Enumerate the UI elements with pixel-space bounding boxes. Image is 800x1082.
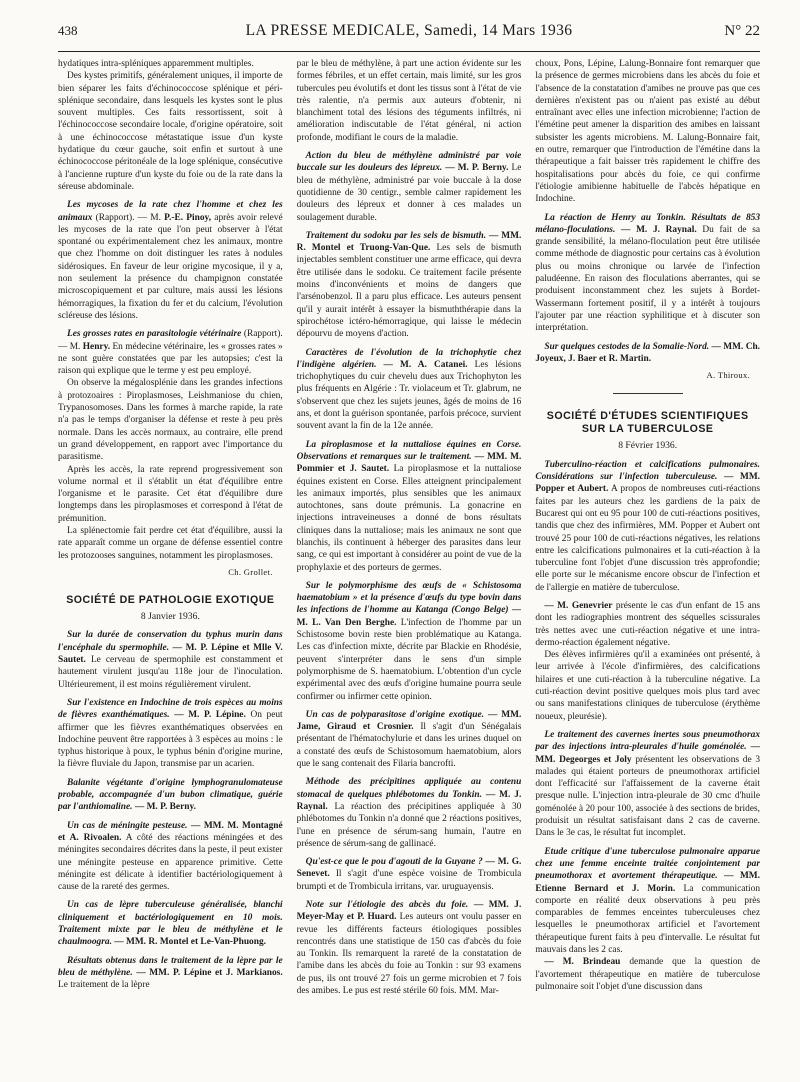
paragraph: Des kystes primitifs, généralement uniques, il importe de bien séparer les faits d'échinococcose splénique et péri-splénique secondaire, dans lesquels les kystes sont le plus souvent multiples. Ces faits ressortissent, soit à l'échinococcose secondaire locale, d'origine opératoire, soit à une échinococcose métastatique issue d'un kyste hydatique du cœur gauche, soit enfin et surtout à une échinococcose péritonéale de la loge splénique, consécutive à l'ancienne rupture d'un kyste du foie ou de la rate dans la séreuse abdominale. xyxy=(58,71,283,192)
paragraph: hydatiques intra-spléniques apparemment multiples. xyxy=(58,59,254,69)
paragraph: La splénectomie fait perdre cet état d'équilibre, aussi la rate apparaît comme un organe de défense essentiel contre les protozooses sanguines, notamment les piroplasmoses. xyxy=(58,525,283,561)
signature: A. Thiroux. xyxy=(706,370,751,381)
abstract: Caractères de l'évolution de la trichophytie chez l'indigène algérien. — M. A. Catanei. Les lésions trichophytiques du cuir chevelu dues aux Trichophyton les plus fréquents en Algérie : Tr. violaceum et Tr. glabrum, ne s'observent que chez les sujets jeunes, âgés de moins de 16 ans, et dont la guérison spontanée, parfois précoce, survient souvent avant la fin de la 12e année. xyxy=(296,347,522,432)
abstract: Sur quelques cestodes de la Somalie-Nord. — MM. Ch. Joyeux, J. Baer et R. Martin. xyxy=(535,341,760,364)
abstract: Qu'est-ce que le pou d'agouti de la Guyane ? — M. G. Senevet. Il s'agit d'une espèce voisine de Trombicula brumpti et de Trombicula irritans, var. uruguayensis. xyxy=(296,857,522,892)
paragraph: On observe la mégalosplénie dans les grandes infections à protozoaires : Piroplasmoses, Leishmaniose du chien, Trypanosomoses. Dans les formes à marche rapide, la rate n'a pas le temps d'organiser la défense et reste à peu près normale. Dans les accès normaux, au contraire, elle prend un grand développement, en rapport avec l'importance du parasitisme. xyxy=(58,378,283,463)
abstract: — M. Genevrier présente le cas d'un enfant de 15 ans dont les radiographies montrent des séquelles scissurales très nettes avec une cuti-réaction négative et une intra-dermo-réaction également négative. xyxy=(535,600,760,648)
page-header xyxy=(58,22,760,52)
abstract: La piroplasmose et la nuttaliose équines en Corse. Observations et remarques sur le traitement. — MM. M. Pommier et J. Sautet. La piroplasmose et la nuttaliose équines existent en Corse. Elles atteignent principalement les animaux importés, plus sensibles que les animaux autochtones, sans doute prémunis. La gonacrine en injections intraveineuses a donné de bons résultats cliniques dans la nuttaliose; mais les animaux ne sont que blanchis, ils continuent à héberger des parasites dans leur sang, ce qui est important à considérer au point de vue de la prophylaxie et des porteurs de germes. xyxy=(296,439,522,573)
abstract: Etude critique d'une tuberculose pulmonaire apparue chez une femme enceinte traitée conjointement par pneumothorax et avortement thérapeutique. — MM. Etienne Bernard et J. Morin. La communication comporte en réalité deux observations à peu près comparables de femmes enceintes tuberculeuses chez lesquelles le pneumothorax artificiel et l'avortement thérapeutique furent faits à peu d'intervalle. Le résultat fut mauvais dans les 2 cas. xyxy=(535,846,760,955)
abstract: Un cas de lèpre tuberculeuse généralisée, blanchi cliniquement et bactériologiquement en 10 mois. Traitement mixte par le bleu de méthylène et le chaulmoogra. — MM. R. Montel et Le-Van-Phuong. xyxy=(58,900,283,948)
abstract: Balanite végétante d'origine lymphogranulomateuse probable, accompagnée d'un bubon climatique, guérie par l'anthiomaline. — M. P. Berny. xyxy=(58,777,283,813)
article-columns xyxy=(58,58,760,1068)
issue-number: N° 22 xyxy=(724,23,760,39)
abstract-grosses-rates: Les grosses rates en parasitologie vétérinaire (Rapport). — M. Henry. En médecine vétérinaire, les « grosses rates » ne sont guère constatées que par les autopsies; c'est la raison qui explique que le terme y est peu employé. xyxy=(58,329,283,377)
section-heading: SOCIÉTÉ D'ÉTUDES SCIENTIFIQUES SUR LA TUBERCULOSE xyxy=(546,410,749,436)
column-3 xyxy=(535,58,760,1068)
abstract: Résultats obtenus dans le traitement de la lèpre par le bleu de méthylène. — MM. P. Lépine et J. Markianos. Le traitement de la lèpre xyxy=(58,955,283,991)
abstract: Un cas de méningite pesteuse. — MM. M. Montagné et A. Rivoalen. A côté des réactions méningées et des méningites secondaires décrites dans la peste, il peut exister une méningite pesteuse en apparence primitive. Cette méningite est délicate à identifier bactériologiquement à cause de la rareté des germes. xyxy=(58,820,283,893)
abstract: Action du bleu de méthylène administré par voie buccale sur les douleurs des lépreux. — M. P. Berny. Le bleu de méthylène, administré par voie buccale à la dose quotidienne de 30 centigr., semble calmer rapidement les douleurs des lépreux et donner à ces malades un soulagement durable. xyxy=(296,151,522,223)
abstract-mycoses: Les mycoses de la rate chez l'homme et chez les animaux (Rapport). — M. P.-E. Pinoy, après avoir relevé les mycoses de la rate que l'on peut observer à l'état spontané ou expérimentalement chez les animaux, montre que chez l'homme on doit distinguer les rates à nodules sidérosiques. En faveur de leur origine mycosique, il y a, non seulement la présence du champignon constatée microscopiquement et par culture, mais aussi les lésions hémorragiques, la fixation du fer et du calcium, l'évolution scléreuse des lésions. xyxy=(58,200,283,321)
abstract: Traitement du sodoku par les sels de bismuth. — MM. R. Montel et Truong-Van-Que. Les sels de bismuth injectables semblent constituer une arme efficace, qui devra être utilisée dans le sodoku. Ce traitement facile présente moins d'inconvénients et moins de dangers que l'arsénobenzol. Il a paru plus efficace. Les auteurs pensent qu'il y aurait intérêt à essayer la bismuththérapie dans la spirochétose ictéro-hémorragique, qui laisse le médecin dépourvu de moyens d'action. xyxy=(296,230,522,340)
section-divider xyxy=(613,393,683,394)
abstract: Sur le polymorphisme des œufs de « Schistosoma haematobium » et la présence d'œufs du type bovin dans les infections de l'homme au Katanga (Congo Belge) — M. L. Van Den Berghe. L'infection de l'homme par un Schistosome bovin reste bien problématique au Katanga. Les cas d'infection mixte, décrite par Blackie en Rhodésie, peuvent s'interpréter dans le sens d'un simple polymorphisme de S. haematobium. L'obtention d'un cycle expérimental avec des œufs d'origine humaine pourra seule confirmer ou infirmer cette opinion. xyxy=(296,580,522,702)
abstract: Sur la durée de conservation du typhus murin dans l'encéphale du spermophile. — M. P. Lépine et Mlle V. Sautet. Le cerveau de spermophile est constamment et hautement virulent jusqu'au 118e jour de l'inoculation. Ultérieurement, il est moins régulièrement virulent. xyxy=(58,630,283,690)
paragraph: par le bleu de méthylène, à part une action évidente sur les formes fébriles, et un effet certain, mais limité, sur les gros tubercules peu évolutifs et dont les tissus sont à l'état de vie très ralentie, n'a permis aux auteurs d'obtenir, ni blanchiment total des lésions des téguments infiltrés, ni amélioration indiscutable de l'état général, ni action profonde, modifiant le cours de la maladie. xyxy=(296,59,522,143)
section-date: 8 Janvier 1936. xyxy=(140,611,200,623)
section-heading: SOCIÉTÉ DE PATHOLOGIE EXOTIQUE xyxy=(66,594,275,607)
column-2 xyxy=(297,58,522,1068)
signature: Ch. Grollet. xyxy=(228,566,273,577)
abstract: Sur l'existence en Indochine de trois espèces au moins de fièvres exanthématiques. — M. P. Lépine. On peut affirmer que les fièvres exanthématiques observées en Indochine peuvent être rapportées à 3 espèces au moins : le typhus historique à poux, le typhus bénin d'origine murine, la fièvre fluviale du Japon, transmise par un acarien. xyxy=(58,697,283,770)
paragraph: Après les accès, la rate reprend progressivement son volume normal et il s'établit un état d'équilibre entre l'organisme et le parasite. Cet état d'équilibre dure longtemps dans les piroplasmoses et correspond à l'état de prémunition. xyxy=(58,464,283,524)
page-number: 438 xyxy=(58,23,78,38)
abstract: Tuberculino-réaction et calcifications pulmonaires. Considérations sur l'infection tuberculeuse. — MM. Popper et Aubert. A propos de nombreuses cuti-réactions faites par les auteurs chez les gardiens de la paix de Bucarest qui ont eu 95 pour 100 de cuti-réactions positives, tandis que chez des infirmières, MM. Popper et Aubert ont trouvé 25 pour 100 de cuti-réactions négatives, les relations entre les calcifications pulmonaires et la cuti-réaction à la tuberculine font l'objet d'une discussion très approfondie; elle porte sur le mécanisme encore obscur de l'infection et de l'allergie en matière de tuberculose. xyxy=(535,459,760,593)
abstract: Note sur l'étiologie des abcès du foie. — MM. J. Meyer-May et P. Huard. Les auteurs ont voulu passer en revue les différents facteurs étiologiques possibles rencontrés dans une statistique de 150 cas d'abcès du foie au Tonkin. Ils remarquent la rareté de la constatation de l'amibe dans les abcès du foie au Tonkin : sur 93 examens de pus, ils ont trouvé 27 fois un germe microbien et 7 fois des amibes. Le pus est resté stérile 60 fois. MM. Mar- xyxy=(296,900,522,997)
abstract: Un cas de polyparasitose d'origine exotique. — MM. Jame, Giraud et Crosnier. Il s'agit d'un Sénégalais présentant de l'hématochylurie et dans les urines duquel on a constaté des œufs de Schistosomum haematobium, alors que le sang contenait des Filaria bancrofti. xyxy=(296,709,522,770)
abstract: Méthode des précipitines appliquée au contenu stomacal de quelques phlébotomes du Tonkin. — M. J. Raynal. La réaction des précipitines appliquée à 30 phlébotomes du Tonkin n'a donné que 2 réactions positives, l'une en présence de sérum-sang humain, l'autre en présence de sérum-sang de gallinacé. xyxy=(296,777,522,849)
section-date: 8 Février 1936. xyxy=(618,440,678,452)
paragraph: choux, Pons, Lépine, Lalung-Bonnaire font remarquer que la présence de germes microbiens dans les abcès du foie et l'absence de la constatation d'amibes ne prouve pas que ces dernières n'existent pas ou n'aient pas existé au début entraînant avec elles une infection microbienne; l'action de l'émétine peut amener la disparition des amibes en laissant subsister les agents microbiens. M. Lalung-Bonnaire fait, en outre, remarquer que l'introduction de l'émétine dans la thérapeutique a fait baisser très rapidement le chiffre des hospitalisations pour abcès du foie, ce qui confirme l'étiologie amibienne habituelle de l'abcès hépatique en Indochine. xyxy=(535,59,760,205)
column-1 xyxy=(58,58,283,1068)
abstract: — M. Brindeau demande que la question de l'avortement thérapeutique en matière de tuberculose pulmonaire soit l'objet d'une discussion dans xyxy=(535,957,760,992)
abstract: La réaction de Henry au Tonkin. Résultats de 853 mélano-floculations. — M. J. Raynal. Du fait de sa grande sensibilité, la mélano-floculation peut être utilisée comme méthode de diagnostic pour certains cas à évolution plus ou moins chronique ou larvée de l'infection paludéenne. En raison des floculations aberrantes, qui se produisent inconstamment chez les sujets à Bordet-Wassermann fortement positif, il y a intérêt à toujours l'ajouter par une réaction syphilitique et à discuter son interprétation. xyxy=(535,212,760,334)
paragraph: Des élèves infirmières qu'il a examinées ont présenté, à leur arrivée à l'école d'infirmières, des calcifications hilaires et une cuti-réaction à la tuberculine négative. La cuti-réaction devint positive quelques mois plus tard avec ou sans manifestations cliniques de tuberculose (érythème noueux, pleurésie). xyxy=(535,650,760,722)
abstract: Le traitement des cavernes inertes sous pneumothorax par des injections intra-pleurales d'huile goménolée. — MM. Degeorges et Joly présentent les observations de 3 malades qui étaient porteurs de pneumothorax artificiel dont l'efficacité sur l'affaissement de la caverne était presque nulle. L'injection intra-pleurale de 30 cmc d'huile goménolée à 20 pour 100, associée à des sections de brides, produisit un résultat satisfaisant dans 2 cas de caverne. Dans le 3e cas, le résultat fut incomplet. xyxy=(535,729,760,839)
journal-title: LA PRESSE MEDICALE, Samedi, 14 Mars 1936 xyxy=(245,22,573,39)
